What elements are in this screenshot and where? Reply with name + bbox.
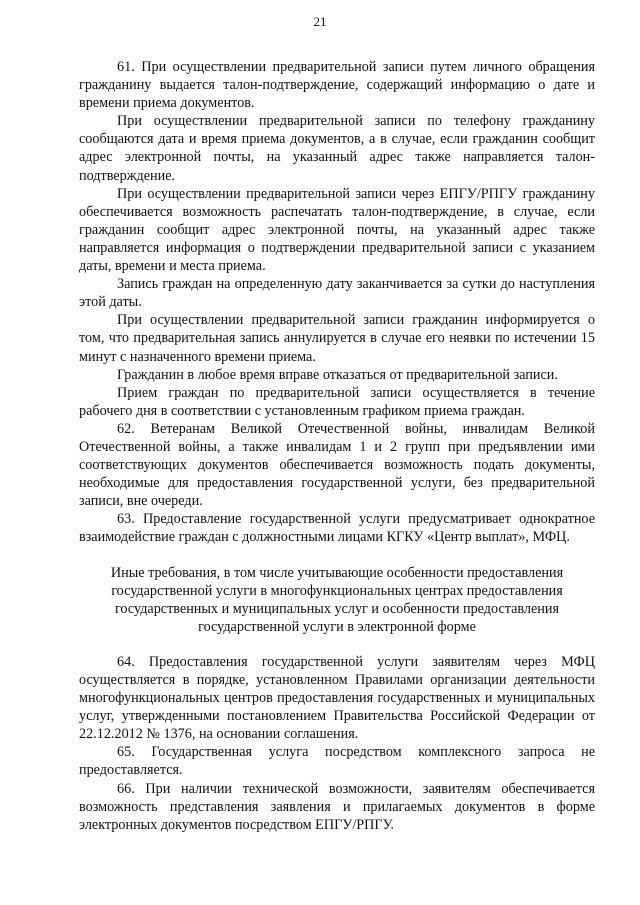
section-heading: Иные требования, в том числе учитывающие особенности предоставления государственной услуги в многофункциональных центрах предоставления государственных и муниципальных услуг и особенности предоставления государственной услуги в электронной форме bbox=[110, 564, 564, 635]
paragraph-booking-deadline: Запись граждан на определенную дату заканчивается за сутки до наступления этой даты. bbox=[79, 276, 595, 311]
paragraph-booking-refusal: Гражданин в любое время вправе отказаться от предварительной записи. bbox=[117, 366, 558, 383]
paragraph-reception-schedule: Прием граждан по предварительной записи осуществляется в течение рабочего дня в соответствии с установленным графиком приема граждан. bbox=[79, 384, 595, 419]
paragraph-booking-cancellation: При осуществлении предварительной записи гражданин информируется о том, что предварительная запись аннулируется в случае его неявки по истечении 15 минут с назначенного времени приема. bbox=[79, 312, 595, 365]
paragraph-online-booking: При осуществлении предварительной записи через ЕПГУ/РПГУ гражданину обеспечивается возможность распечатать талон-подтверждение, в случае, если гражданин сообщит адрес электронной почты, на указанный адрес также направляется информация о подтверждении предварительной записи с указанием даты, времени и места приема. bbox=[79, 185, 595, 275]
document-body bbox=[79, 58, 595, 834]
paragraph-66: 66. При наличии технической возможности, заявителям обеспечивается возможность представления заявления и прилагаемых документов в форме электронных документов посредством ЕПГУ/РПГУ. bbox=[79, 780, 595, 833]
page-number: 21 bbox=[313, 14, 327, 29]
paragraph-62: 62. Ветеранам Великой Отечественной войны, инвалидам Великой Отечественной войны, а также инвалидам 1 и 2 групп при предъявлении ими соответствующих документов обеспечивается возможность подать документы, необходимые для предоставления государственной услуги, без предварительной записи, вне очереди. bbox=[79, 420, 595, 510]
paragraph-64: 64. Предоставления государственной услуги заявителям через МФЦ осуществляется в порядке, установленном Правилами организации деятельности многофункциональных центров предоставления государственных и муниципальных услуг, утвержденными постановлением Правительства Российской Федерации от 22.12.2012 № 1376, на основании соглашения. bbox=[79, 653, 595, 743]
paragraph-63: 63. Предоставление государственной услуги предусматривает однократное взаимодействие граждан с должностными лицами КГКУ «Центр выплат», МФЦ. bbox=[79, 511, 595, 546]
paragraph-61: 61. При осуществлении предварительной записи путем личного обращения гражданину выдается талон-подтверждение, содержащий информацию о дате и времени приема документов. bbox=[79, 59, 595, 112]
paragraph-phone-booking: При осуществлении предварительной записи по телефону гражданину сообщаются дата и время приема документов, а в случае, если гражданин сообщит адрес электронной почты, на указанный адрес также направляется талон-подтверждение. bbox=[79, 113, 595, 184]
paragraph-65: 65. Государственная услуга посредством комплексного запроса не предоставляется. bbox=[79, 744, 595, 779]
